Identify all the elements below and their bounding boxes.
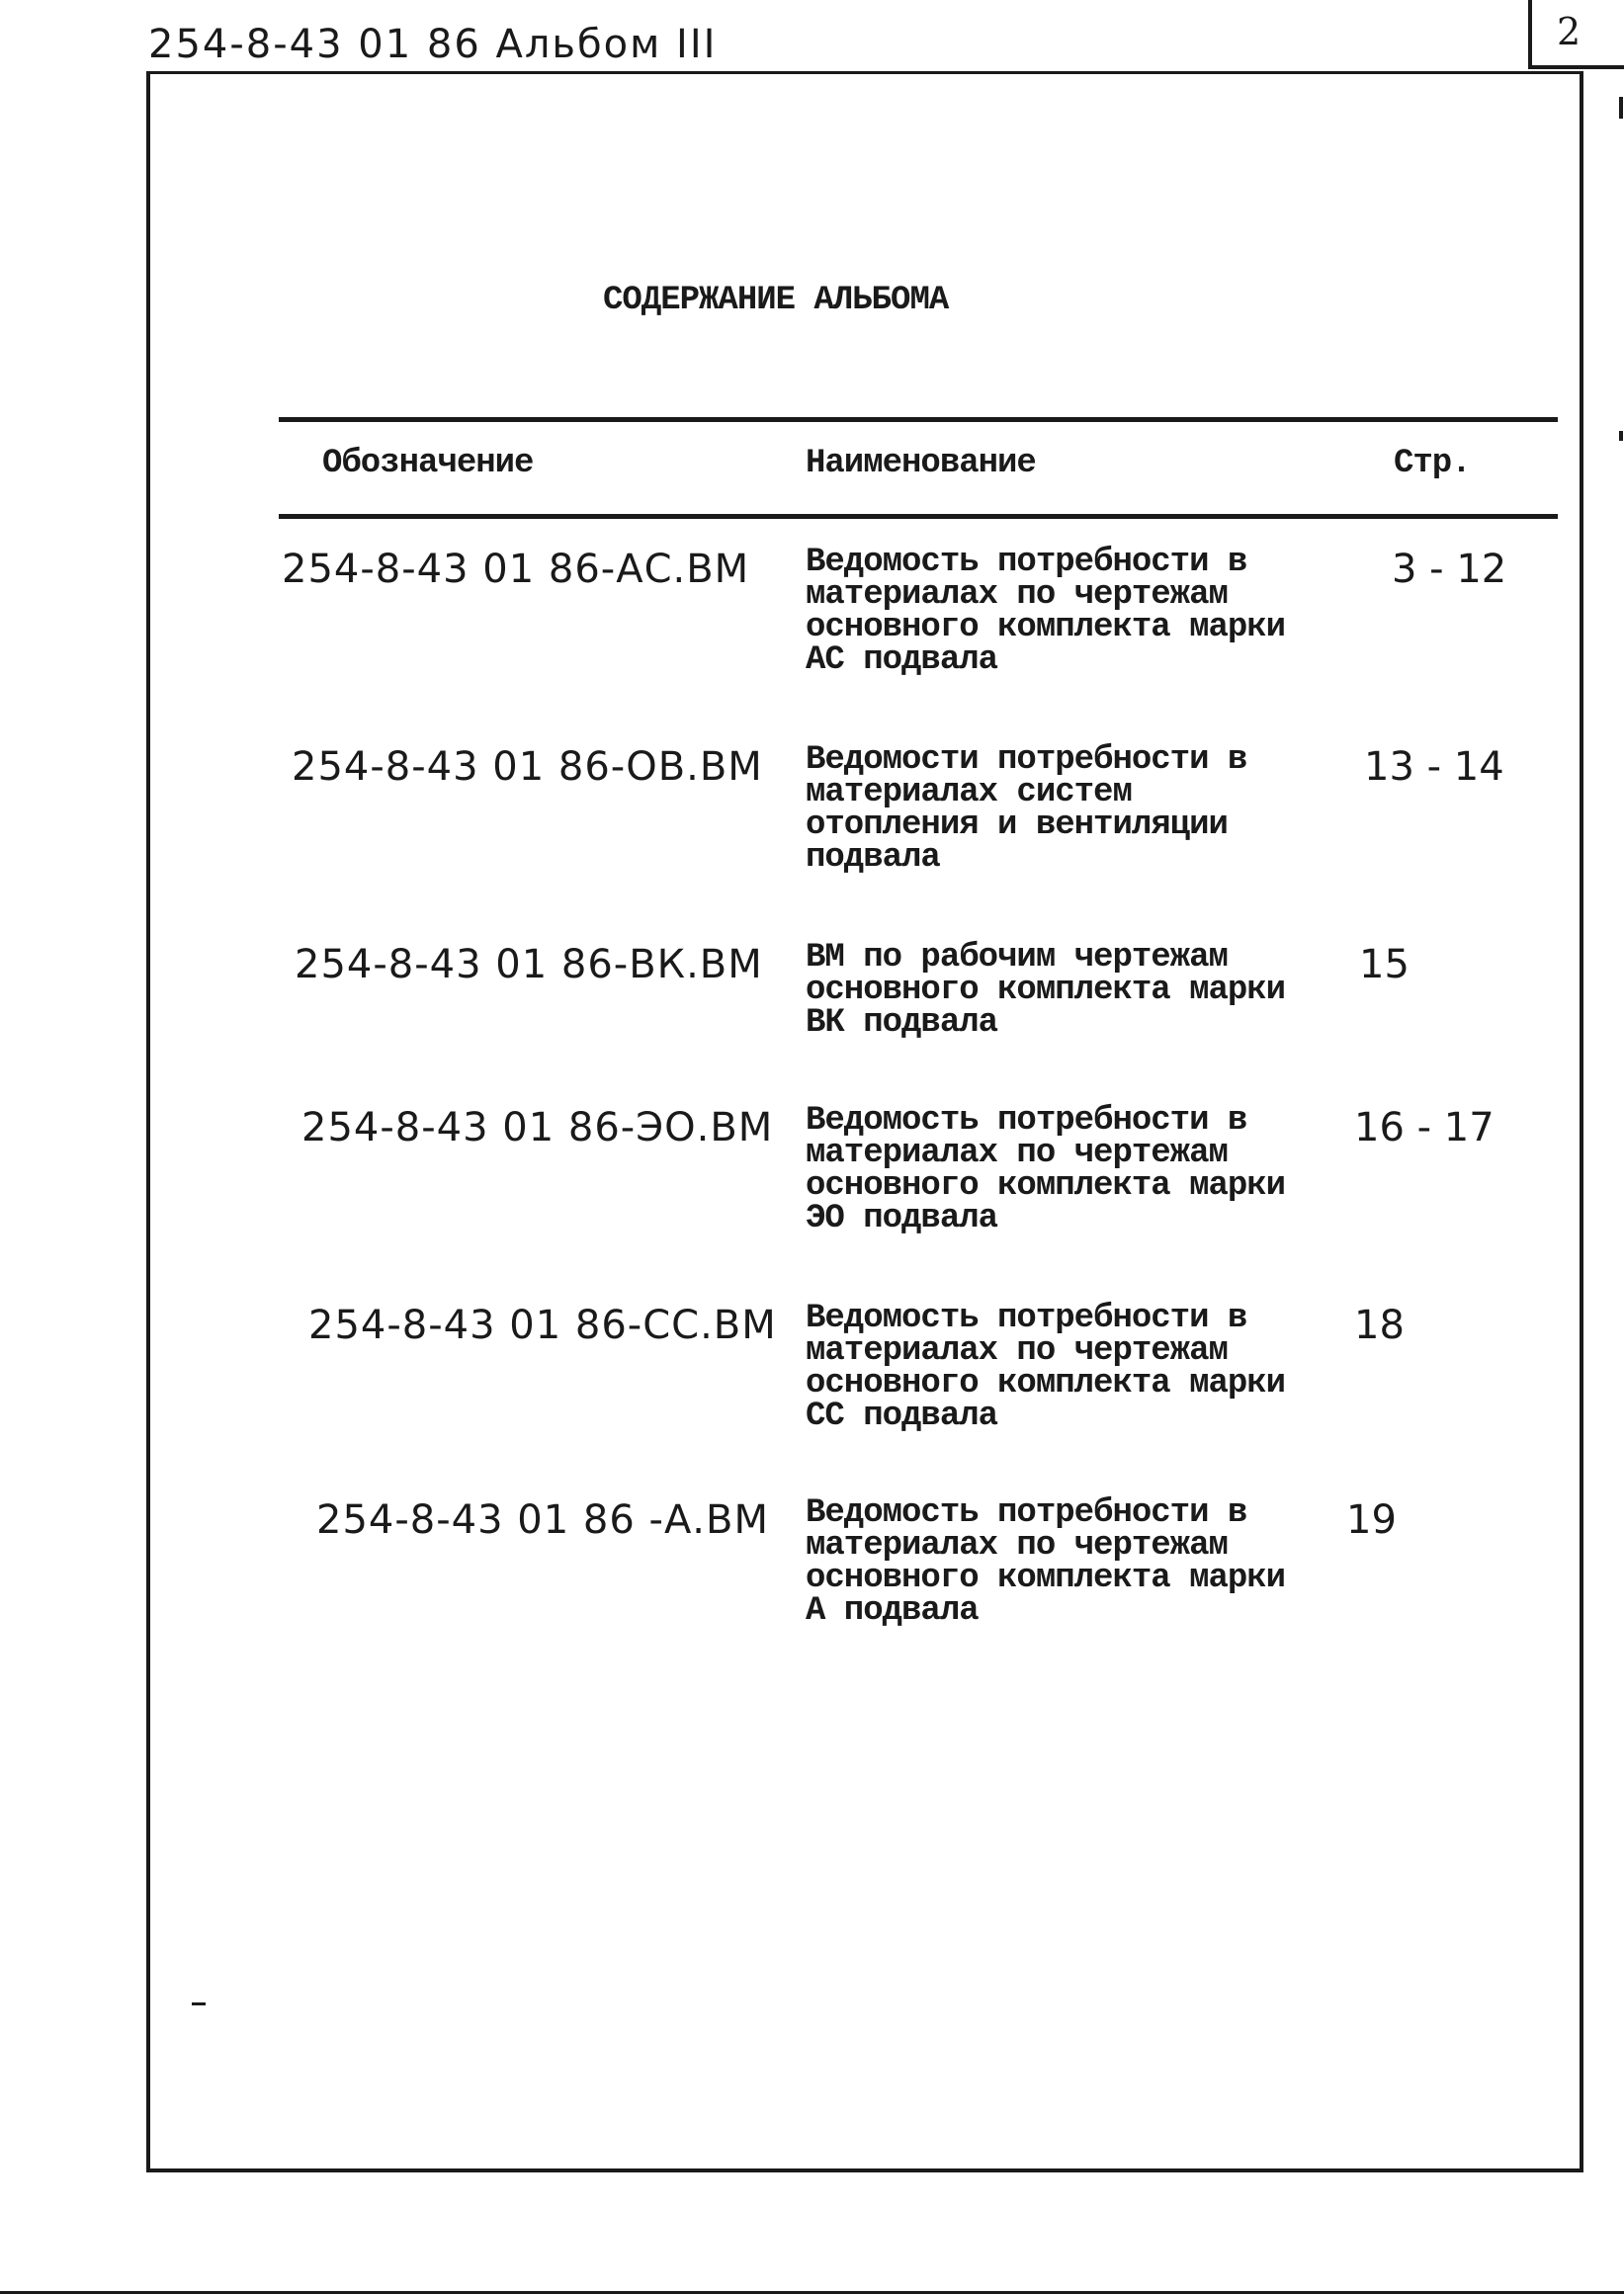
row-name: Ведомость потребности в материалах по чертежам основного комплекта марки ЭО подвала [806,1102,1286,1237]
table-row [0,1300,1624,1481]
row-pages: 3 - 12 [1392,547,1507,592]
column-header-pages: Стр. [1394,445,1471,482]
row-code: 254-8-43 01 86-ОВ.ВМ [292,744,763,790]
column-header-name: Наименование [806,445,1036,482]
row-name: ВМ по рабочим чертежам основного комплекта марки ВК подвала [806,939,1286,1042]
row-name: Ведомость потребности в материалах по чертежам основного комплекта марки АС подвала [806,544,1286,679]
row-pages: 15 [1359,942,1410,987]
row-name: Ведомость потребности в материалах по чертежам основного комплекта марки А подвала [806,1494,1286,1630]
edge-mark [1619,97,1623,119]
column-header-designation: Обозначение [322,445,534,482]
row-code: 254-8-43 01 86 -А.ВМ [316,1497,769,1543]
row-code: 254-8-43 01 86-ВК.ВМ [295,942,763,987]
table-row [0,544,1624,724]
row-name: Ведомости потребности в материалах систем отопления и вентиляции подвала [806,741,1247,877]
document-title: СОДЕРЖАНИЕ АЛЬБОМА [603,282,949,319]
row-name: Ведомость потребности в материалах по чертежам основного комплекта марки СС подвала [806,1300,1286,1435]
row-pages: 13 - 14 [1364,744,1504,790]
table-top-rule [279,417,1558,422]
bottom-edge-line [0,2291,1624,2294]
row-code: 254-8-43 01 86-АС.ВМ [282,547,750,592]
table-header-rule [279,514,1558,519]
table-row [0,939,1624,1120]
table-row [0,741,1624,922]
edge-mark [1619,431,1623,441]
table-row [0,1102,1624,1283]
page-number: 2 [1557,10,1581,53]
table-row [0,1494,1624,1675]
row-pages: 18 [1354,1303,1405,1348]
edge-mark [192,2002,206,2005]
row-pages: 16 - 17 [1354,1105,1495,1150]
header-document-code: 254-8-43 01 86 Альбом III [148,22,718,67]
row-code: 254-8-43 01 86-ЭО.ВМ [301,1105,774,1150]
row-code: 254-8-43 01 86-СС.ВМ [308,1303,777,1348]
row-pages: 19 [1346,1497,1397,1543]
